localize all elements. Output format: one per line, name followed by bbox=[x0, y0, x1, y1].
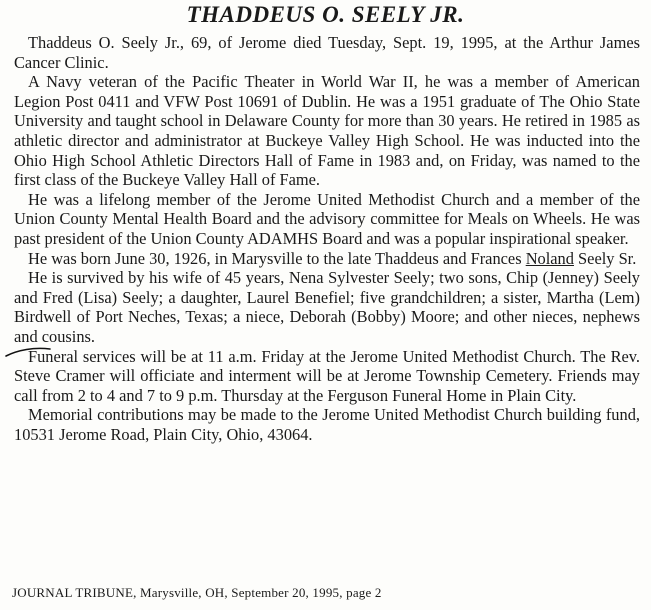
paragraph-birth bbox=[14, 249, 640, 269]
source-caption: JOURNAL TRIBUNE, Marysville, OH, September 20, 1995, page 2 bbox=[12, 585, 382, 600]
underlined-name-noland: Noland bbox=[525, 248, 574, 268]
obituary-body bbox=[14, 33, 640, 444]
paragraph-career: A Navy veteran of the Pacific Theater in World War II, he was a member of American Legion Post 0411 and VFW Post 10691 of Dublin. He was a 1951 graduate of The Ohio State University and taught school in Delaware County for more than 30 years. He retired in 1985 as athletic director and administrator at Buckeye Valley High School. He was inducted into the Ohio High School Athletic Directors Hall of Fame in 1983 and, on Friday, was named to the first class of the Buckeye Valley Hall of Fame. bbox=[14, 72, 640, 190]
birth-text-before: He was born June 30, 1926, in Marysville to the late Thaddeus and Frances bbox=[28, 248, 526, 268]
obituary-headline: THADDEUS O. SEELY JR. bbox=[186, 2, 465, 27]
birth-text-after: Seely Sr. bbox=[573, 248, 637, 268]
paragraph-community: He was a lifelong member of the Jerome United Methodist Church and a member of the Union County Mental Health Board and the advisory committee for Meals on Wheels. He was past president of the Union County ADAMHS Board and was a popular inspirational speaker. bbox=[14, 189, 640, 248]
paragraph-survivors: He is survived by his wife of 45 years, Nena Sylvester Seely; two sons, Chip (Jenney) Seely and Fred (Lisa) Seely; a daughter, Laurel Benefiel; five grandchildren; a sister, Martha (Lem) Birdwell of Port Neches, Texas; a niece, Deborah (Bobby) Moore; and other nieces, nephews and cousins. bbox=[14, 268, 640, 346]
paragraph-death-notice: Thaddeus O. Seely Jr., 69, of Jerome died Tuesday, Sept. 19, 1995, at the Arthur James Cancer Clinic. bbox=[14, 33, 640, 72]
paragraph-memorial: Memorial contributions may be made to the Jerome United Methodist Church building fund, 10531 Jerome Road, Plain City, Ohio, 43064. bbox=[14, 405, 640, 444]
paragraph-funeral: Funeral services will be at 11 a.m. Friday at the Jerome United Methodist Church. The Rev. Steve Cramer will officiate and interment will be at Jerome Township Cemetery. Friends may call from 2 to 4 and 7 to 9 p.m. Thursday at the Ferguson Funeral Home in Plain City. bbox=[14, 346, 640, 405]
